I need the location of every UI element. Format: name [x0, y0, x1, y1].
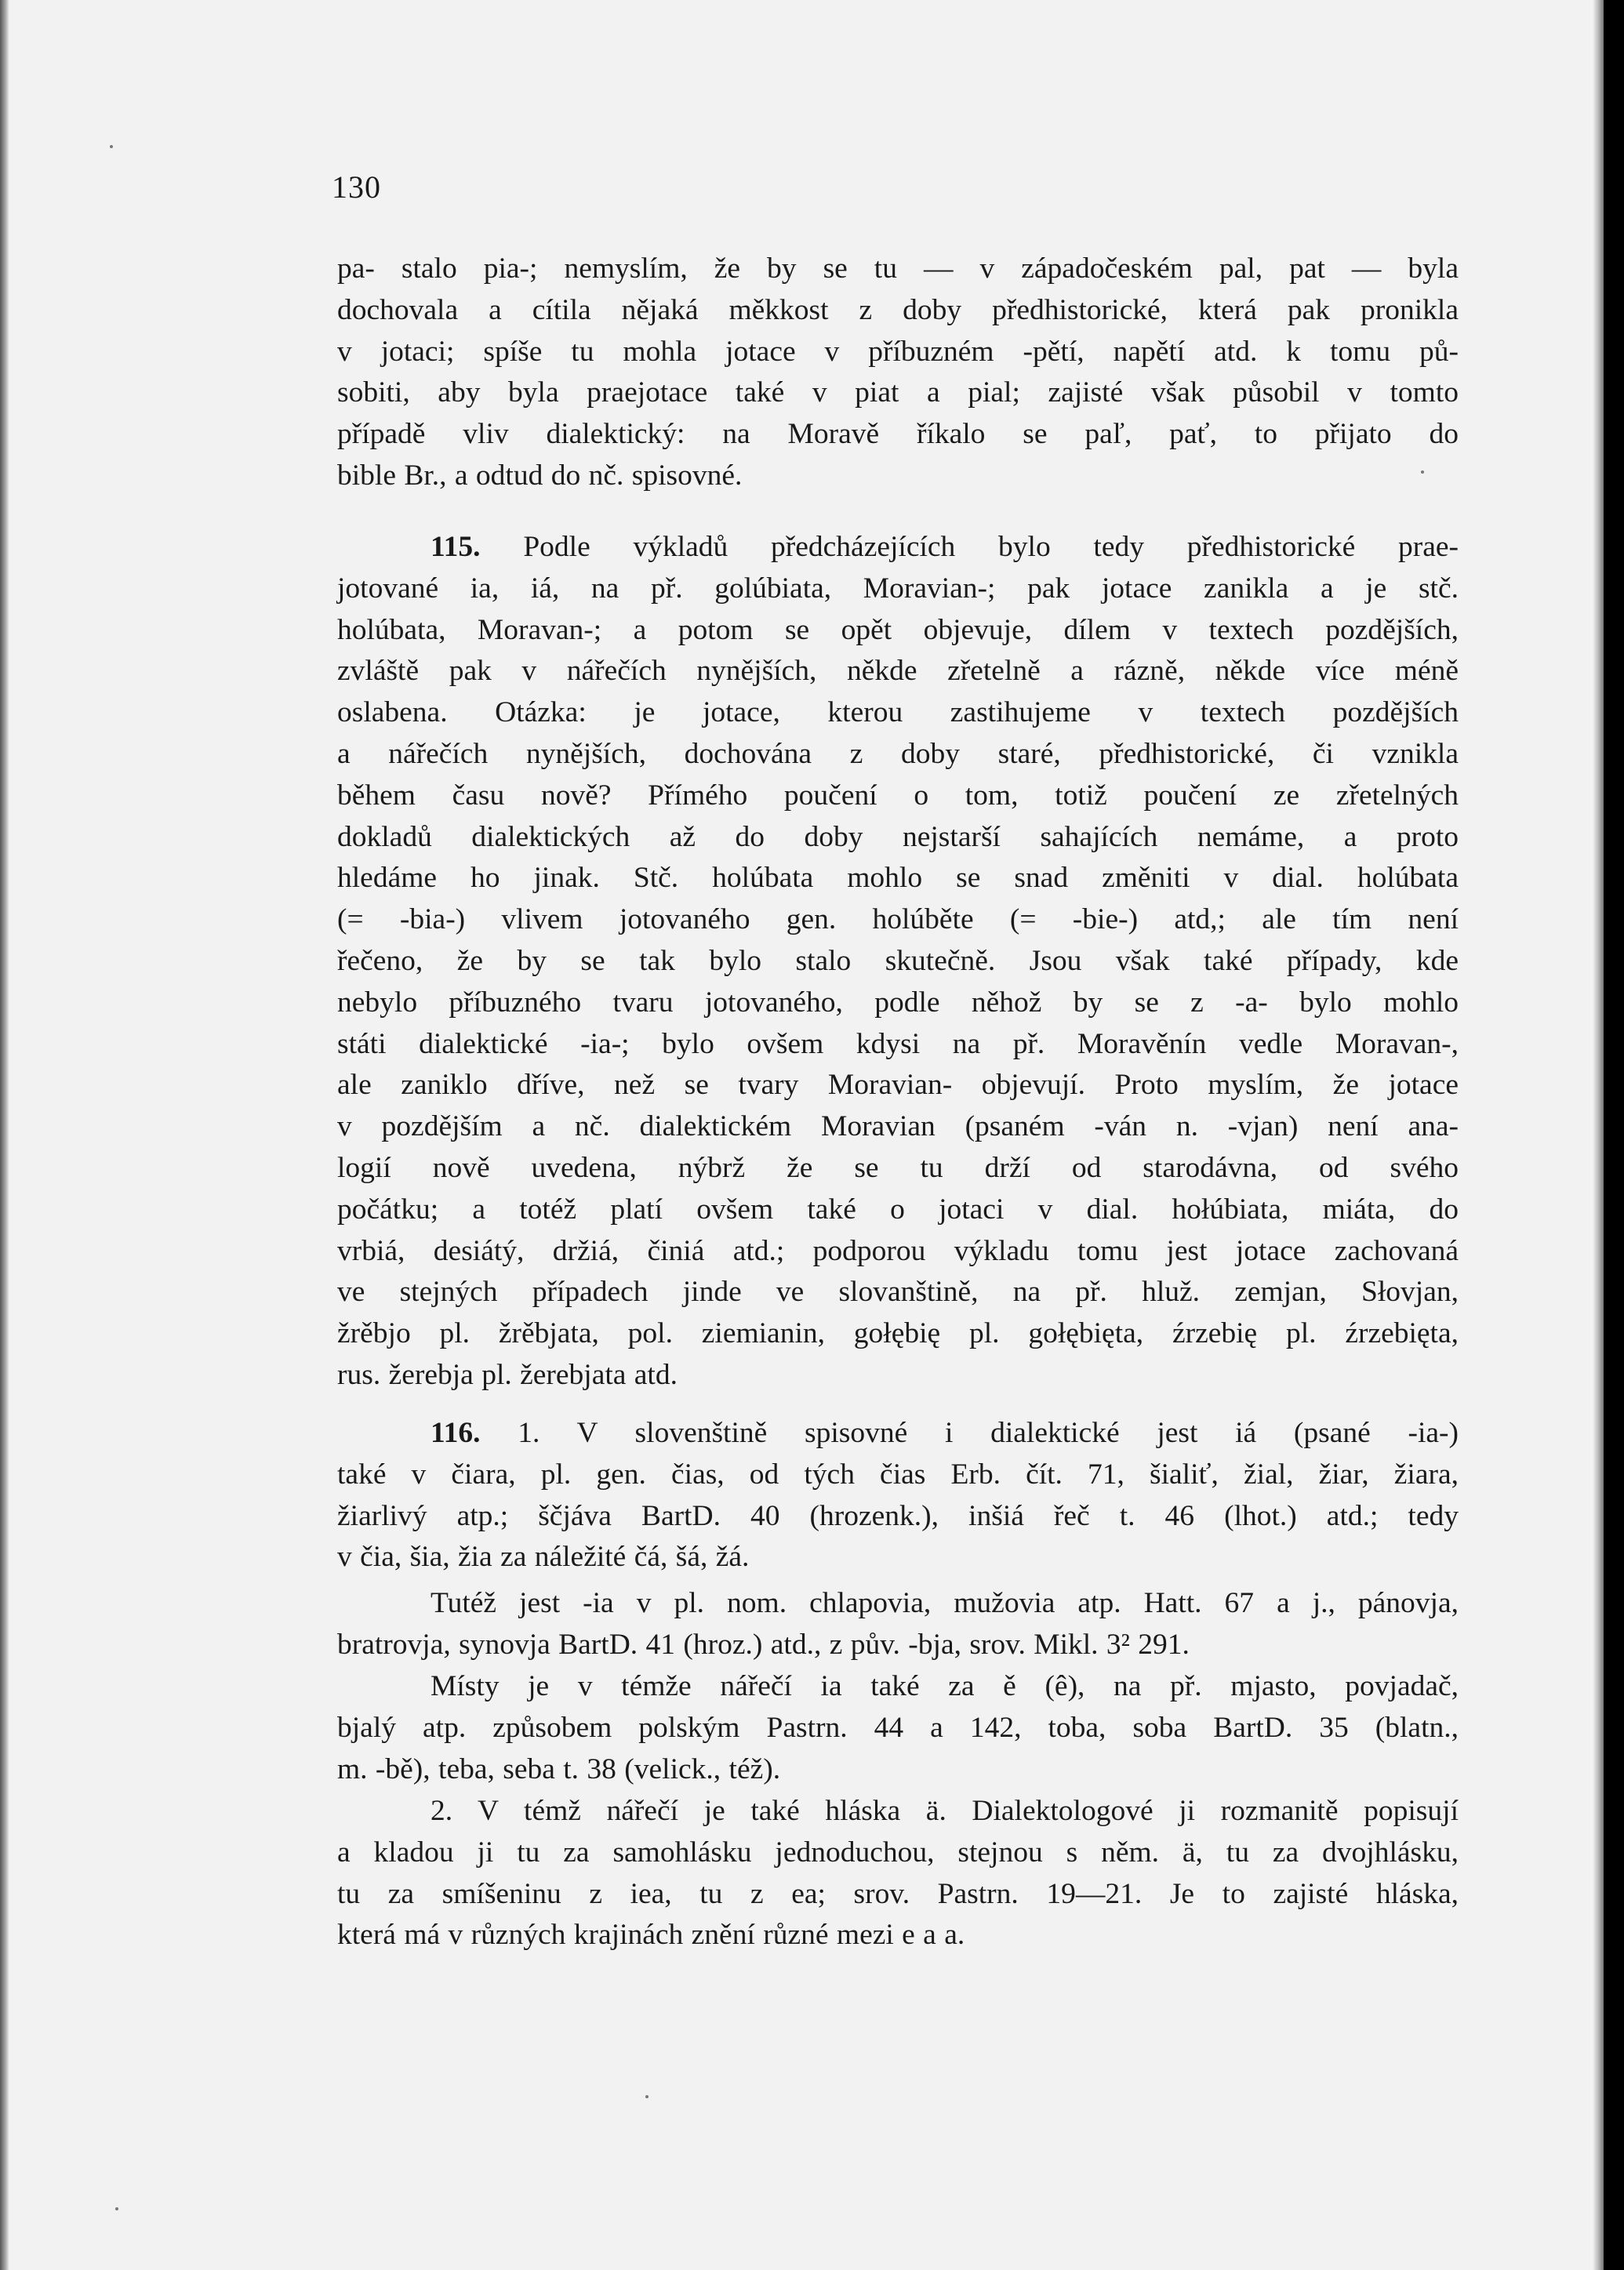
text-line: 2. V témž nářečí je také hláska ä. Dialektologové ji rozmanitě popisují [431, 1795, 1459, 1827]
text-line: během času nově? Přímého poučení o tom, totiž poučení ze zřetelných [337, 779, 1459, 812]
text-line: a nářečích nynějších, dochována z doby staré, předhistorické, či vznikla [337, 737, 1459, 770]
text-line: bratrovja, synovja BartD. 41 (hroz.) atd., z pův. -bja, srov. Mikl. 3² 291. [337, 1628, 1190, 1661]
page-right-fold [1593, 0, 1604, 2270]
text-line: státi dialektické -ia-; bylo ovšem kdysi na př. Moravěnín vedle Moravan-, [337, 1027, 1459, 1060]
section-number: 115. [431, 531, 481, 563]
section-number: 116. [431, 1417, 481, 1449]
text-line: případě vliv dialektický: na Moravě říkalo se paľ, pať, to přijato do [337, 418, 1459, 451]
text-line: vrbiá, desiátý, držiá, činiá atd.; podporou výkladu tomu jest jotace zachovaná [337, 1234, 1459, 1267]
text-line: která má v různých krajinách znění různé mezi e a a. [337, 1919, 965, 1952]
text-line: rus. žerebja pl. žerebjata atd. [337, 1358, 678, 1391]
text-line: hledáme ho jinak. Stč. holúbata mohlo se snad změniti v dial. holúbata [337, 862, 1459, 895]
text-line [337, 527, 1459, 568]
section-first-line: Podle výkladů předcházejících bylo tedy předhistorické prae- [523, 531, 1459, 563]
text-line: Místy je v témže nářečí ia také za ě (ê), na př. mjasto, povjadač, [431, 1670, 1459, 1702]
text-line [337, 1413, 1459, 1455]
text-line: ve stejných případech jinde ve slovanštině, na př. hluž. zemjan, Słovjan, [337, 1276, 1459, 1309]
scan-speck [110, 145, 113, 148]
text-line: v jotaci; spíše tu mohla jotace v příbuzném -pětí, napětí atd. k tomu pů- [337, 335, 1459, 368]
text-line: pa- stalo pia-; nemyslím, že by se tu — v západočeském pal, pat — byla [337, 252, 1459, 285]
scan-speck [645, 2095, 649, 2098]
text-line: oslabena. Otázka: je jotace, kterou zastihujeme v textech pozdějších [337, 696, 1459, 729]
text-line: a kladou ji tu za samohlásku jednoduchou, stejnou s něm. ä, tu za dvojhlásku, [337, 1836, 1459, 1869]
paragraph-tutez [337, 1583, 1459, 1666]
text-line: nebylo příbuzného tvaru jotovaného, podle něhož by se z -a- bylo mohlo [337, 986, 1459, 1019]
text-line: m. -bě), teba, seba t. 38 (velick., též). [337, 1752, 781, 1785]
text-line: v čia, šia, žia za náležité čá, šá, žá. [337, 1541, 750, 1574]
text-line: sobiti, aby byla praejotace také v piat a pial; zajisté však působil v tomto [337, 376, 1459, 409]
text-line: Tutéž jest -ia v pl. nom. chlapovia, mužovia atp. Hatt. 67 a j., pánovja, [431, 1587, 1459, 1619]
page-left-shadow [0, 0, 9, 2270]
text-line: bible Br., a odtud do nč. spisovné. [337, 459, 743, 492]
scan-right-border [1604, 0, 1624, 2270]
text-line: dokladů dialektických až do doby nejstarší sahajících nemáme, a proto [337, 820, 1459, 853]
text-line: ale zaniklo dříve, než se tvary Moravian- objevují. Proto myslím, že jotace [337, 1069, 1459, 1102]
text-line: řečeno, že by se tak bylo stalo skutečně. Jsou však také případy, kde [337, 944, 1459, 977]
text-line: počátku; a totéž platí ovšem také o jotaci v dial. hołúbiata, miáta, do [337, 1193, 1459, 1226]
text-line: tu za smíšeninu z iea, tu z ea; srov. Pastrn. 19—21. Je to zajisté hláska, [337, 1877, 1459, 1910]
section-116 [337, 1413, 1459, 1578]
paragraph-misty [337, 1666, 1459, 1790]
text-line: žiarlivý atp.; ščjáva BartD. 40 (hrozenk.), inšiá řeč t. 46 (lhot.) atd.; tedy [337, 1499, 1459, 1532]
page-number: 130 [332, 169, 381, 205]
text-line: v pozdějším a nč. dialektickém Moravian (psaném -ván n. -vjan) není ana- [337, 1110, 1459, 1143]
text-line: zvláště pak v nářečích nynějších, někde zřetelně a rázně, někde více méně [337, 655, 1459, 688]
text-line: také v čiara, pl. gen. čias, od tých čias Erb. čít. 71, šialiť, žial, žiar, žiara, [337, 1458, 1459, 1491]
section-first-line: 1. V slovenštině spisovné i dialektické jest iá (psané -ia-) [518, 1417, 1459, 1449]
text-line: žrěbjo pl. žrěbjata, pol. ziemianin, gołębię pl. gołębięta, źrzebię pl. źrzebięta, [337, 1317, 1459, 1350]
text-line: logií nově uvedena, nýbrž že se tu drží od starodávna, od svého [337, 1151, 1459, 1184]
text-line: dochovala a cítila nějaká měkkost z doby předhistorické, která pak pronikla [337, 293, 1459, 326]
text-line: jotované ia, iá, na př. golúbiata, Moravian-; pak jotace zanikla a je stč. [337, 572, 1459, 605]
scan-speck [115, 2207, 118, 2210]
section-115 [337, 527, 1459, 1397]
paragraph-point-2 [337, 1791, 1459, 1956]
text-line: holúbata, Moravan-; a potom se opět objevuje, dílem v textech pozdějších, [337, 613, 1459, 646]
text-line: bjalý atp. způsobem polským Pastrn. 44 a 142, toba, soba BartD. 35 (blatn., [337, 1711, 1459, 1744]
text-line: (= -bia-) vlivem jotovaného gen. holúběte (= -bie-) atd,; ale tím není [337, 903, 1459, 936]
paragraph-intro [337, 249, 1459, 497]
